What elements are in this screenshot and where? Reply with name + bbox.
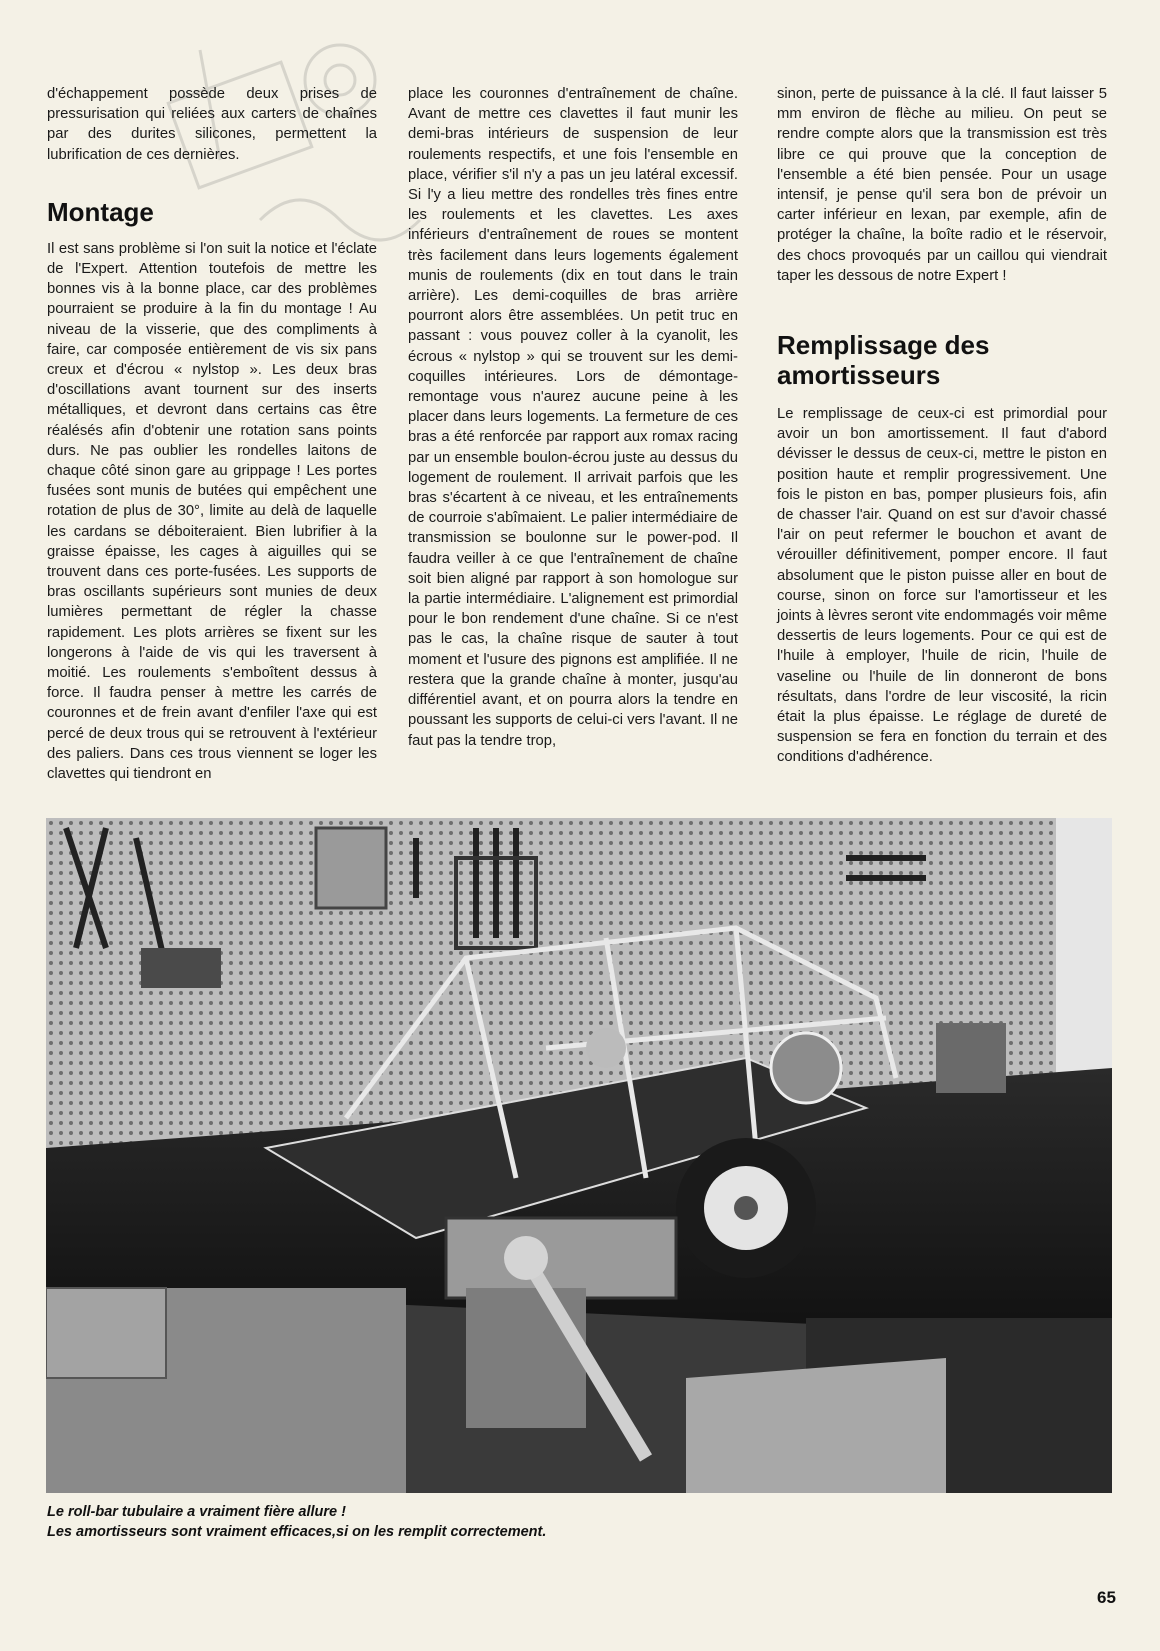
- caption-line-1: Le roll-bar tubulaire a vraiment fière allure !: [47, 1504, 346, 1520]
- section-heading-montage: Montage: [47, 196, 154, 227]
- column-1-body: Il est sans problème si l'on suit la notice et l'éclate de l'Expert. Attention toutefois de mettre les bonnes vis à la bonne place, car des problèmes pourraient se produire à la fin du montage ! Au niveau de la visserie, que des compliments à faire, car composée entièrement de vis six pans creux et d'écrou « nylstop ». Les deux bras d'oscillations avant tournent sur des inserts métalliques, et devront dans certains cas être réalésés afin d'obtenir une rotation sans points durs. Ne pas oublier les rondelles laitons de chaque côté sinon gare au grippage ! Les portes fusées sont munis de butées qui empêchent une rotation de plus de 30°, limite au delà de laquelle les cardans se déboiteraient. Bien lubrifier à la graisse épaisse, les cages à aiguilles qui se trouvent dans ces porte-fusées. Les supports de bras oscillants supérieurs sont munies de deux lumières permettant de régler la chasse rapidement. Les plots arrières se fixent sur les longerons à l'aide de vis qui les traversent à moitié. Les roulements s'emboîtent dessus à force. Il faudra penser à mettre les carrés de couronnes et de frein avant d'enfiler l'axe qui est percé de deux trous qui se retrouvent à l'extérieur des paliers. Dans ces trous viennent se loger les clavettes qui tiendront en: [47, 240, 377, 783]
- text-column-2: [408, 84, 738, 751]
- column-1-intro: d'échappement possède deux prises de pressurisation qui reliées aux carters de chaînes par des durites silicones, permettent la lubrification de ces dernières.: [47, 86, 377, 163]
- photo-caption: [47, 1502, 546, 1542]
- column-3-intro: sinon, perte de puissance à la clé. Il faut laisser 5 mm environ de flèche au milieu. On peut se rendre compte alors que la transmission est très libre ce qui prouve que la conception de l'ensemble a été bien pensée. Pour un usage intensif, je pense qu'il sera bon de prévoir un carter inférieur en lexan, par exemple, afin de protéger la chaîne, la boîte radio et le réservoir, des chocs provoqués par un caillou qui viendrait taper les dessous de notre Expert !: [777, 86, 1107, 284]
- caption-line-2: Les amortisseurs sont vraiment efficaces,si on les remplit correctement.: [47, 1524, 547, 1540]
- section-heading-remplissage: Remplissage des amortisseurs: [777, 330, 990, 391]
- text-column-3: [777, 84, 1107, 768]
- column-3-body: Le remplissage de ceux-ci est primordial pour avoir un bon amortissement. Il faut d'abord dévisser le dessus de ceux-ci, mettre le piston en position haute et remplir progressivement. Une fois le piston en bas, pomper plusieurs fois, afin de chasser l'air. Quand on est sur d'avoir chassé l'air on peut refermer le bouchon et avant de vérouiller définitivement, pomper encore. Il faut absolument que le piston puisse aller en bout de course, sinon on force sur l'amortisseur et les joints à lèvres seront vite endommagés voir même dessertis de leurs logements. Pour ce qui est de l'huile à employer, l'huile de ricin, l'huile de vaseline ou l'huile de lin donneront de bons résultats, dans l'ordre de leur viscosité, la ricin était la plus épaisse. Le réglage de dureté de suspension se fera en fonction du terrain et des conditions d'adhérence.: [777, 406, 1107, 766]
- text-column-1: [47, 84, 377, 784]
- photo-rc-buggy-on-workbench: [46, 818, 1112, 1493]
- column-2-body: place les couronnes d'entraînement de chaîne. Avant de mettre ces clavettes il faut munir les demi-bras intérieurs de suspension de leur roulements respectifs, et une fois l'ensemble en place, vérifier s'il n'y a pas un jeu latéral excessif. Si l'y a lieu mettre des rondelles très fines entre les roulements et les clavettes. Les axes inférieurs d'entraînement de roues se montent très facilement dans leurs logements également munis de roulements (dix en tout dans le train arrière). Les demi-coquilles de bras arrière pourront alors être assemblées. Un petit truc en passant : vous pouvez coller à la cyanolit, les écrous « nylstop » qui se trouvent sur les demi-coquilles intérieures. Lors de démontage-remontage vous n'aurez aucune peine à les placer dans leurs logements. La fermeture de ces bras a été renforcée par rapport aux romax racing par un ensemble boulon-écrou juste au dessus du logement de roulement. Il arrivait parfois que les bras s'écartent à ce niveau, et les entraînements de courroie s'abîmaient. Le palier intermédiaire de transmission se boulonne sur le power-pod. Il faudra veiller à ce que l'entraînement de chaîne soit bien aligné par rapport à son homologue sur la partie intermédiaire. L'alignement est primordial pour le bon rendement d'une chaîne. Si ce n'est pas le cas, la chaîne risque de sauter à tout moment et l'usure des pignons est amplifiée. Il ne restera que la grande chaîne à monter, jusqu'au différentiel avant, et on pourra alors la tendre en poussant les supports de celui-ci vers l'avant. Il ne faut pas la tendre trop,: [408, 86, 738, 749]
- page-number: 65: [1097, 1588, 1116, 1607]
